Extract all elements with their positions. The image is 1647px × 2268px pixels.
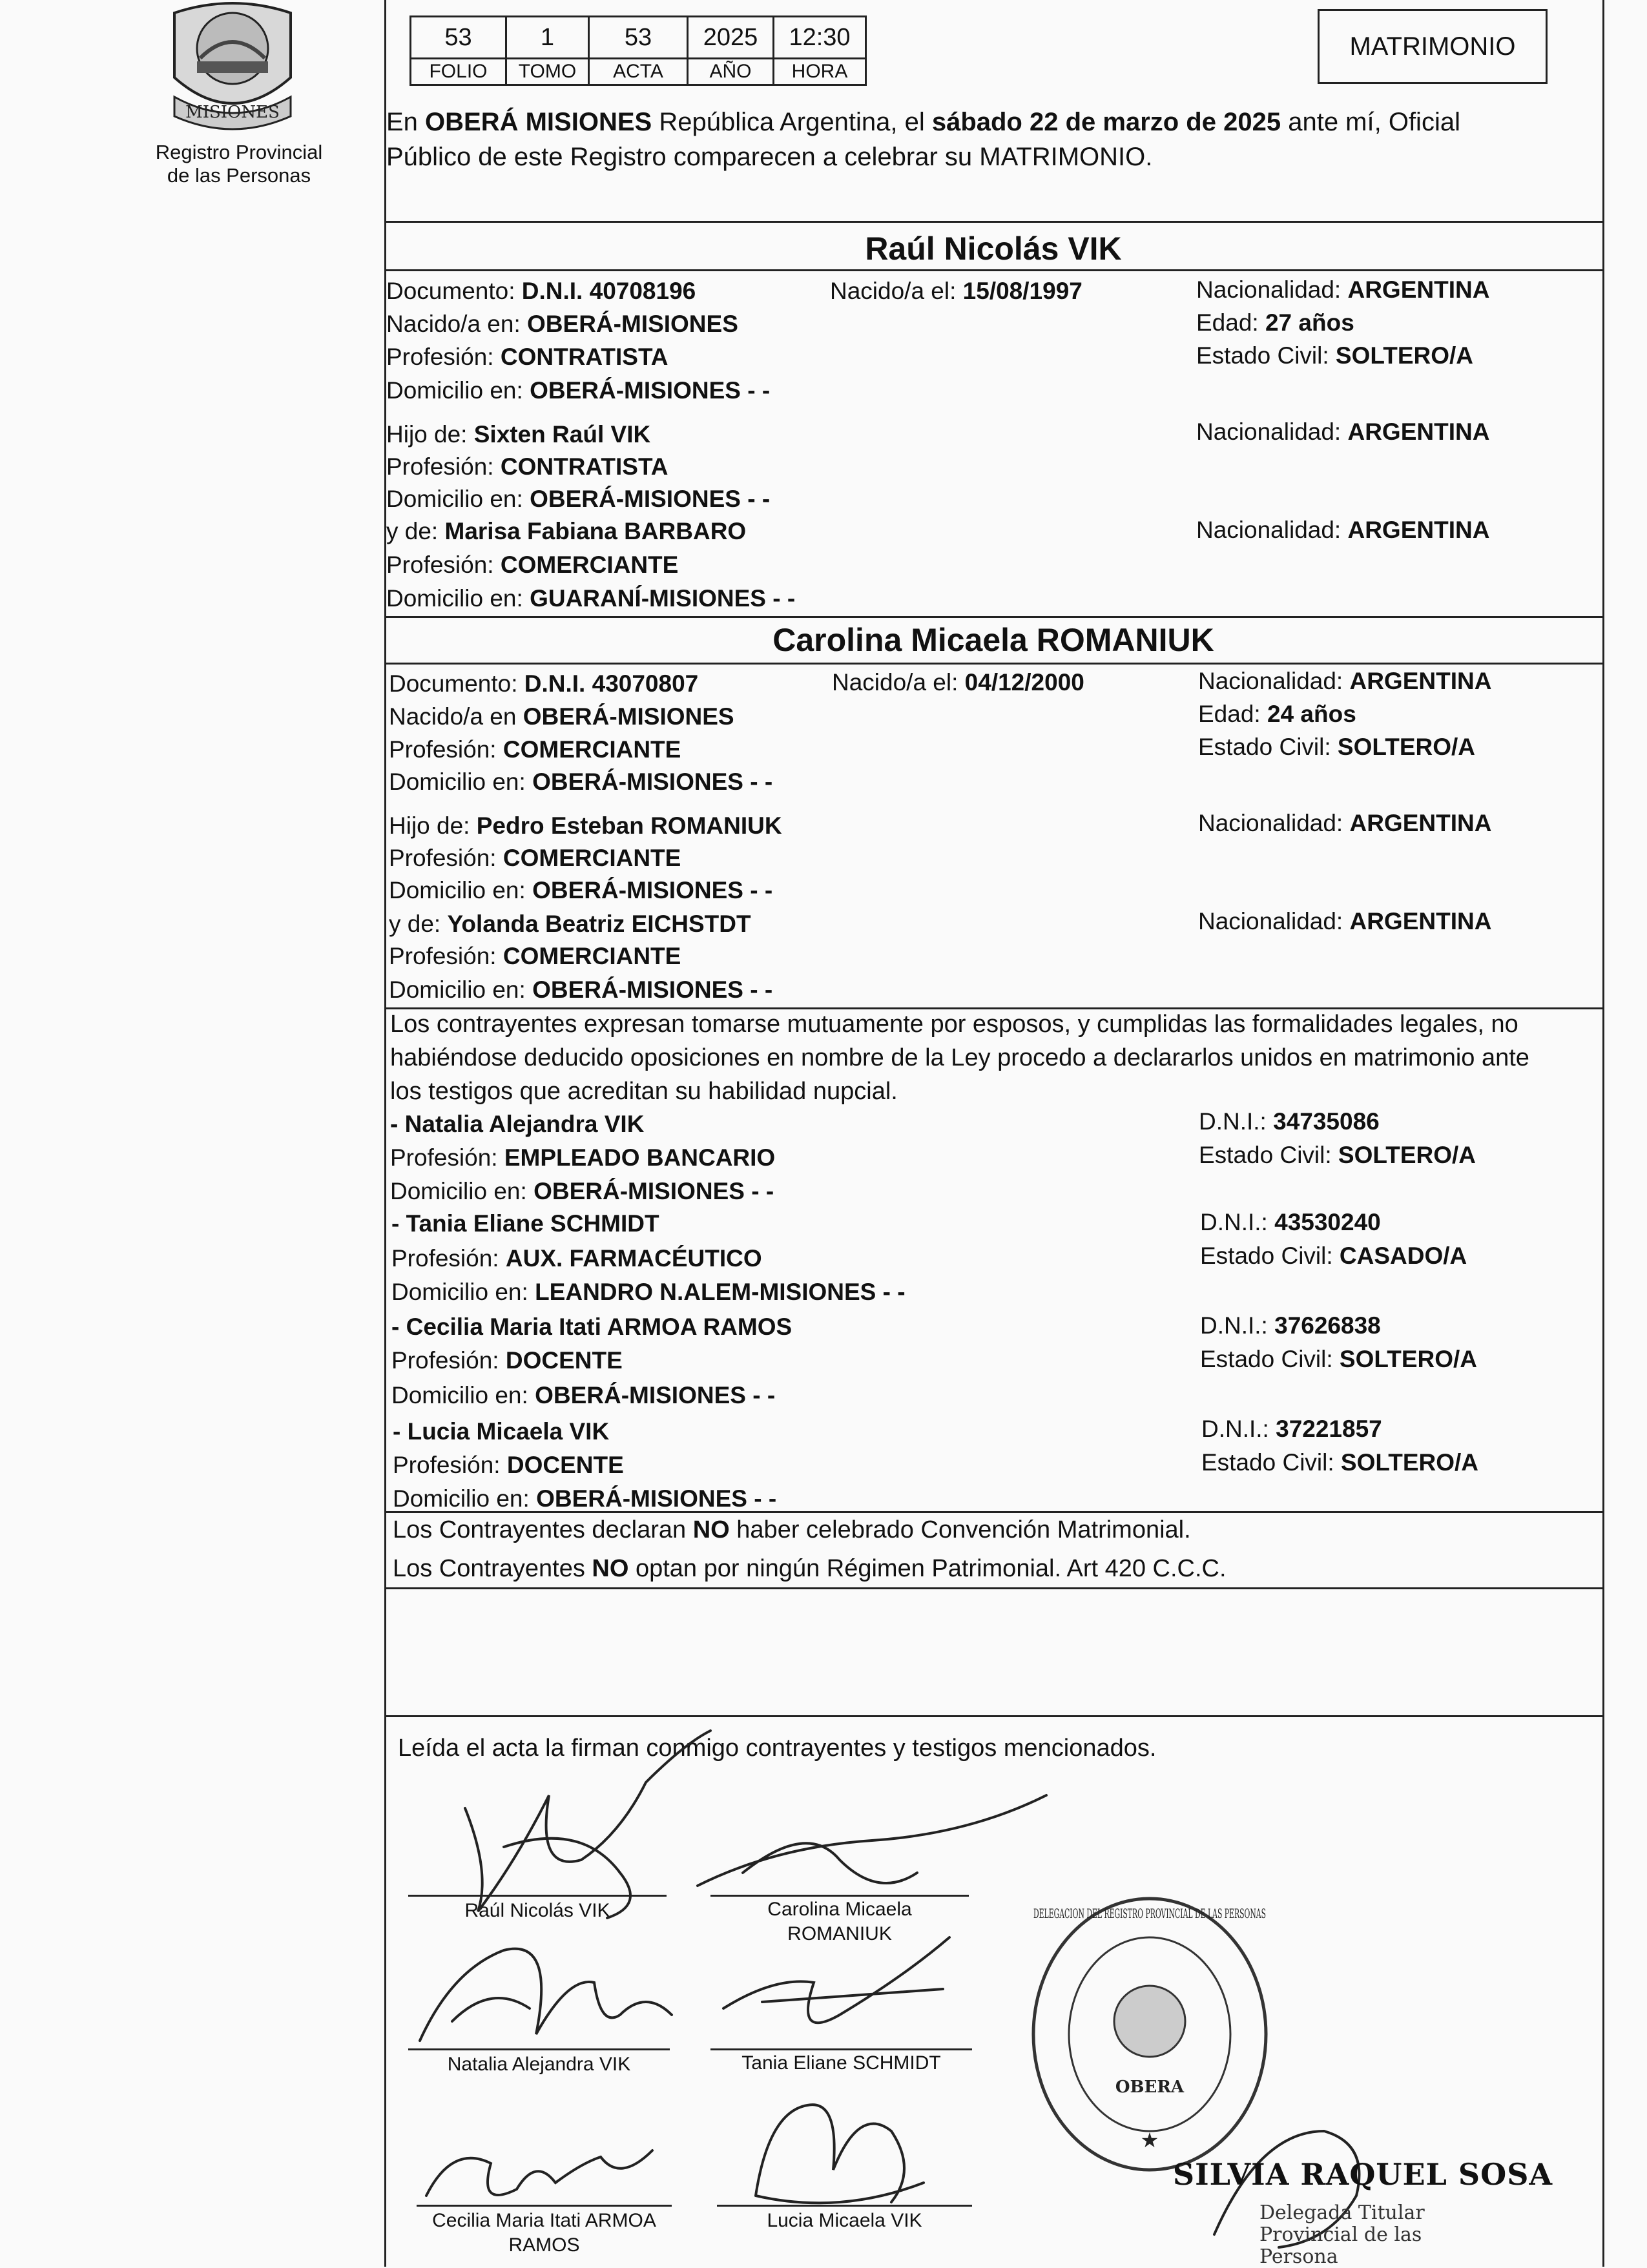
- convention-line-2: [393, 1552, 1227, 1585]
- value: Pedro Esteban ROMANIUK: [476, 812, 782, 839]
- label: Estado Civil:: [1200, 1346, 1340, 1372]
- divider: [386, 616, 1602, 618]
- witness3-dni: [1200, 1310, 1381, 1342]
- value: OBERÁ-MISIONES - -: [530, 377, 771, 404]
- label: Profesión:: [386, 552, 501, 578]
- hour-value: 12:30: [774, 17, 866, 59]
- value: Sixten Raúl VIK: [473, 421, 651, 448]
- spouse2-domicile: [389, 766, 772, 798]
- value: ARGENTINA: [1347, 418, 1490, 445]
- svg-text:★: ★: [1140, 2129, 1159, 2152]
- spouse2-age: [1198, 698, 1356, 730]
- spouse2-mother-nationality: [1198, 905, 1491, 938]
- label: Domicilio en:: [389, 768, 533, 795]
- value: OBERÁ-MISIONES - -: [535, 1382, 776, 1408]
- year-value: 2025: [688, 17, 774, 59]
- value: CASADO/A: [1339, 1242, 1467, 1269]
- signature-label-witness3: [417, 2209, 672, 2258]
- label: Nacido/a en:: [386, 311, 528, 337]
- label: Estado Civil:: [1201, 1449, 1341, 1476]
- convention-line-1: [393, 1514, 1191, 1546]
- signature-label-bride: [710, 1897, 969, 1946]
- registry-name: [132, 141, 346, 187]
- emphasis: NO: [592, 1555, 629, 1582]
- spouse1-mother: [386, 515, 746, 548]
- spouse1-profession: [386, 341, 668, 373]
- label: Estado Civil:: [1196, 342, 1336, 369]
- signature-line: [408, 2048, 670, 2050]
- divider: [386, 663, 1602, 665]
- signature-label-groom: Raúl Nicolás VIK: [464, 1900, 610, 1921]
- value: SOLTERO/A: [1339, 1346, 1478, 1372]
- value: COMERCIANTE: [502, 736, 681, 763]
- value: DOCENTE: [506, 1452, 624, 1478]
- signature-label-witness2: Tania Eliane SCHMIDT: [741, 2052, 941, 2074]
- witness1-domicile: [390, 1175, 774, 1208]
- value: - Cecilia Maria Itati ARMOA RAMOS: [391, 1314, 792, 1340]
- label: y de:: [389, 911, 448, 937]
- value: OBERÁ-MISIONES - -: [536, 1485, 777, 1512]
- bride-line-1: Carolina Micaela: [767, 1899, 912, 1920]
- stamp-ring-text: DELEGACION DEL REGISTRO PROVINCIAL DE LAS PERSONAS: [1033, 1906, 1266, 1921]
- divider: [386, 1715, 1602, 1717]
- folio-value: 53: [411, 17, 506, 59]
- label: Domicilio en:: [391, 1279, 535, 1305]
- intro-place: OBERÁ MISIONES: [425, 108, 652, 136]
- value: ARGENTINA: [1349, 908, 1492, 934]
- value: Yolanda Beatriz EICHSTDT: [447, 911, 751, 937]
- divider: [386, 1587, 1602, 1589]
- value: 37221857: [1276, 1416, 1382, 1442]
- provincial-seal-logo: [161, 0, 304, 136]
- label: Nacionalidad:: [1196, 276, 1348, 303]
- value: OBERÁ-MISIONES - -: [532, 877, 773, 903]
- spouse2-civil-status: [1198, 731, 1475, 763]
- label: Estado Civil:: [1199, 1142, 1338, 1168]
- value: COMERCIANTE: [502, 845, 681, 871]
- intro-text-1: En: [386, 108, 426, 136]
- value: D.N.I. 40708196: [521, 278, 696, 304]
- folio-label: FOLIO: [411, 59, 506, 85]
- intro-paragraph: [386, 105, 1600, 174]
- value: DOCENTE: [505, 1347, 623, 1374]
- value: Marisa Fabiana BARBARO: [444, 518, 747, 544]
- value: D.N.I. 43070807: [524, 670, 699, 697]
- value: ARGENTINA: [1349, 810, 1492, 836]
- label: Nacionalidad:: [1196, 418, 1348, 445]
- witness2-domicile: [391, 1276, 906, 1308]
- value: 27 años: [1265, 309, 1354, 336]
- signature-line: [717, 2205, 972, 2207]
- signature-label-witness1: Natalia Alejandra VIK: [447, 2054, 631, 2075]
- intro-line-2: Público de este Registro comparecen a celebrar su MATRIMONIO.: [386, 143, 1153, 171]
- label: Nacionalidad:: [1198, 668, 1350, 694]
- registry-name-line2: de las Personas: [167, 164, 311, 187]
- label: D.N.I.:: [1200, 1209, 1275, 1235]
- label: Domicilio en:: [386, 585, 530, 612]
- value: - Tania Eliane SCHMIDT: [391, 1210, 659, 1237]
- officer-name: SILVIA RAQUEL SOSA: [1172, 2157, 1553, 2192]
- divider: [386, 1511, 1602, 1513]
- value: EMPLEADO BANCARIO: [504, 1144, 776, 1171]
- spouse1-mother-domicile: [386, 582, 795, 615]
- declaration-line-2: habiéndose deducido oposiciones en nombre de la Ley procedo a declararlos unidos en matrimonio ante: [390, 1044, 1529, 1071]
- spouse2-document: [389, 668, 698, 700]
- value: OBERÁ-MISIONES: [523, 703, 734, 730]
- text: haber celebrado Convención Matrimonial.: [729, 1516, 1191, 1543]
- witness4-profession: [393, 1449, 624, 1481]
- divider: [386, 221, 1602, 223]
- label: Domicilio en:: [389, 976, 533, 1003]
- spouse2-father-nationality: [1198, 807, 1491, 840]
- value: COMERCIANTE: [502, 943, 681, 969]
- witness2-civil-status: [1200, 1240, 1467, 1272]
- value: 15/08/1997: [962, 278, 1082, 304]
- value: OBERÁ-MISIONES: [527, 311, 738, 337]
- spouse2-father-profession: [389, 842, 681, 874]
- signature-line: [710, 2048, 972, 2050]
- officer-title-line-2: Provincial de las Persona: [1259, 2223, 1422, 2268]
- spouse1-name: Raúl Nicolás VIK: [865, 231, 1122, 267]
- value: OBERÁ-MISIONES - -: [530, 486, 771, 512]
- value: SOLTERO/A: [1340, 1449, 1479, 1476]
- value: ARGENTINA: [1347, 276, 1490, 303]
- spouse2-nationality: [1198, 665, 1491, 697]
- label: Nacionalidad:: [1198, 810, 1350, 836]
- value: - Lucia Micaela VIK: [393, 1418, 610, 1445]
- text: optan por ningún Régimen Patrimonial. Art 420 C.C.C.: [628, 1555, 1227, 1582]
- label: D.N.I.:: [1199, 1108, 1274, 1135]
- witness1-name: [390, 1108, 644, 1140]
- stamp-center-text: OBERA: [1115, 2077, 1185, 2097]
- label: Profesión:: [386, 344, 501, 370]
- spouse2-birthdate: [832, 666, 1084, 699]
- divider: [386, 269, 1602, 271]
- label: Estado Civil:: [1198, 734, 1338, 760]
- label: Profesión:: [391, 1347, 506, 1374]
- signature-line: [710, 1895, 969, 1897]
- spouse1-mother-nationality: [1196, 514, 1489, 546]
- witness2-name: [391, 1208, 659, 1240]
- spouse1-age: [1196, 307, 1354, 339]
- bride-line-2: ROMANIUK: [787, 1923, 892, 1944]
- value: 43530240: [1274, 1209, 1381, 1235]
- spouse2-father-domicile: [389, 874, 772, 907]
- label: D.N.I.:: [1200, 1312, 1275, 1339]
- value: ARGENTINA: [1347, 517, 1490, 543]
- witness4-name: [393, 1416, 609, 1448]
- witness4-civil-status: [1201, 1447, 1478, 1479]
- intro-date: sábado 22 de marzo de 2025: [931, 108, 1281, 136]
- spouse1-father-domicile: [386, 483, 770, 515]
- label: Profesión:: [389, 736, 503, 763]
- spouse2-mother-profession: [389, 940, 681, 973]
- spouse1-birthdate: [830, 275, 1082, 307]
- officer-title-line-1: Delegada Titular: [1259, 2201, 1425, 2224]
- value: AUX. FARMACÉUTICO: [505, 1245, 762, 1272]
- witness3-domicile: [391, 1379, 775, 1412]
- declaration-line-1: Los contrayentes expresan tomarse mutuamente por esposos, y cumplidas las formalidades legales, no: [390, 1011, 1518, 1038]
- label: Profesión:: [393, 1452, 507, 1478]
- label: Nacido/a el:: [830, 278, 963, 304]
- year-label: AÑO: [688, 59, 774, 85]
- value: CONTRATISTA: [500, 344, 668, 370]
- value: OBERÁ-MISIONES - -: [532, 976, 773, 1003]
- official-stamp-seal: [1027, 1892, 1272, 2176]
- spouse1-mother-profession: [386, 549, 678, 581]
- spouse1-civil-status: [1196, 340, 1473, 372]
- spouse1-father-nationality: [1196, 416, 1489, 448]
- label: Profesión:: [389, 845, 503, 871]
- label: Hijo de:: [386, 421, 474, 448]
- spouse2-mother: [389, 908, 751, 940]
- value: 04/12/2000: [964, 669, 1084, 696]
- label: y de:: [386, 518, 445, 544]
- witness1-dni: [1199, 1106, 1380, 1138]
- value: - Natalia Alejandra VIK: [390, 1111, 645, 1137]
- acta-value: 53: [589, 17, 688, 59]
- witness2-profession: [391, 1242, 762, 1275]
- label: Nacionalidad:: [1198, 908, 1350, 934]
- label: Nacido/a el:: [832, 669, 965, 696]
- intro-text-2: República Argentina, el: [652, 108, 932, 136]
- intro-text-3: ante mí, Oficial: [1281, 108, 1460, 136]
- value: OBERÁ-MISIONES - -: [532, 768, 773, 795]
- witness4-dni: [1201, 1413, 1382, 1445]
- spouse1-domicile: [386, 375, 770, 407]
- label: Profesión:: [391, 1245, 506, 1272]
- signature-line: [417, 2205, 672, 2207]
- value: CONTRATISTA: [500, 453, 668, 480]
- label: Estado Civil:: [1200, 1242, 1340, 1269]
- label: Documento:: [389, 670, 524, 697]
- text: Los Contrayentes declaran: [393, 1516, 693, 1543]
- tomo-value: 1: [506, 17, 589, 59]
- value: OBERÁ-MISIONES - -: [533, 1178, 774, 1204]
- spouse2-father: [389, 810, 782, 842]
- label: Edad:: [1198, 701, 1267, 727]
- label: Domicilio en:: [390, 1178, 534, 1204]
- value: ARGENTINA: [1349, 668, 1492, 694]
- value: SOLTERO/A: [1338, 1142, 1476, 1168]
- declaration-paragraph: [390, 1007, 1600, 1108]
- label: Profesión:: [389, 943, 503, 969]
- logo-word: MISIONES: [185, 103, 280, 122]
- witness1-profession: [390, 1142, 775, 1174]
- label: Domicilio en:: [386, 486, 530, 512]
- label: Domicilio en:: [386, 377, 530, 404]
- record-header-table: [409, 15, 867, 86]
- closing-statement: Leída el acta la firman conmigo contrayentes y testigos mencionados.: [398, 1735, 1157, 1762]
- spouse1-father-profession: [386, 451, 668, 483]
- value: 24 años: [1267, 701, 1356, 727]
- acta-label: ACTA: [589, 59, 688, 85]
- declaration-line-3: los testigos que acreditan su habilidad nupcial.: [390, 1078, 898, 1105]
- text: Los Contrayentes: [393, 1555, 592, 1582]
- spouse2-mother-domicile: [389, 974, 772, 1006]
- value: SOLTERO/A: [1337, 734, 1476, 760]
- spouse1-nationality: [1196, 274, 1489, 306]
- witness1-civil-status: [1199, 1139, 1476, 1171]
- witness3-line-2: RAMOS: [508, 2234, 580, 2256]
- label: D.N.I.:: [1201, 1416, 1276, 1442]
- label: Domicilio en:: [391, 1382, 535, 1408]
- witness3-civil-status: [1200, 1343, 1477, 1376]
- label: Profesión:: [390, 1144, 504, 1171]
- witness3-line-1: Cecilia Maria Itati ARMOA: [432, 2210, 656, 2231]
- spouse2-profession: [389, 734, 681, 766]
- signature-line: [408, 1895, 667, 1897]
- label: Nacido/a en: [389, 703, 523, 730]
- tomo-label: TOMO: [506, 59, 589, 85]
- label: Profesión:: [386, 453, 501, 480]
- label: Nacionalidad:: [1196, 517, 1348, 543]
- hour-label: HORA: [774, 59, 866, 85]
- label: Domicilio en:: [389, 877, 533, 903]
- value: SOLTERO/A: [1335, 342, 1474, 369]
- label: Domicilio en:: [393, 1485, 537, 1512]
- witness2-dni: [1200, 1206, 1381, 1239]
- witness4-domicile: [393, 1483, 776, 1515]
- emphasis: NO: [692, 1516, 730, 1543]
- value: GUARANÍ-MISIONES - -: [530, 585, 796, 612]
- value: LEANDRO N.ALEM-MISIONES - -: [535, 1279, 906, 1305]
- spouse1-birthplace: [386, 308, 738, 340]
- label: Edad:: [1196, 309, 1265, 336]
- spouse1-document: [386, 275, 696, 307]
- officer-title: [1259, 2202, 1453, 2268]
- value: 34735086: [1273, 1108, 1380, 1135]
- value: COMERCIANTE: [500, 552, 679, 578]
- spouse2-birthplace: [389, 701, 734, 733]
- label: Documento:: [386, 278, 522, 304]
- signature-label-witness4: Lucia Micaela VIK: [767, 2210, 922, 2231]
- spouse2-name: Carolina Micaela ROMANIUK: [772, 622, 1214, 658]
- spouse1-father: [386, 418, 650, 451]
- witness3-name: [391, 1311, 792, 1343]
- registry-name-line1: Registro Provincial: [155, 141, 323, 163]
- act-type-box: MATRIMONIO: [1318, 9, 1548, 84]
- witness3-profession: [391, 1345, 623, 1377]
- label: Hijo de:: [389, 812, 477, 839]
- value: 37626838: [1274, 1312, 1381, 1339]
